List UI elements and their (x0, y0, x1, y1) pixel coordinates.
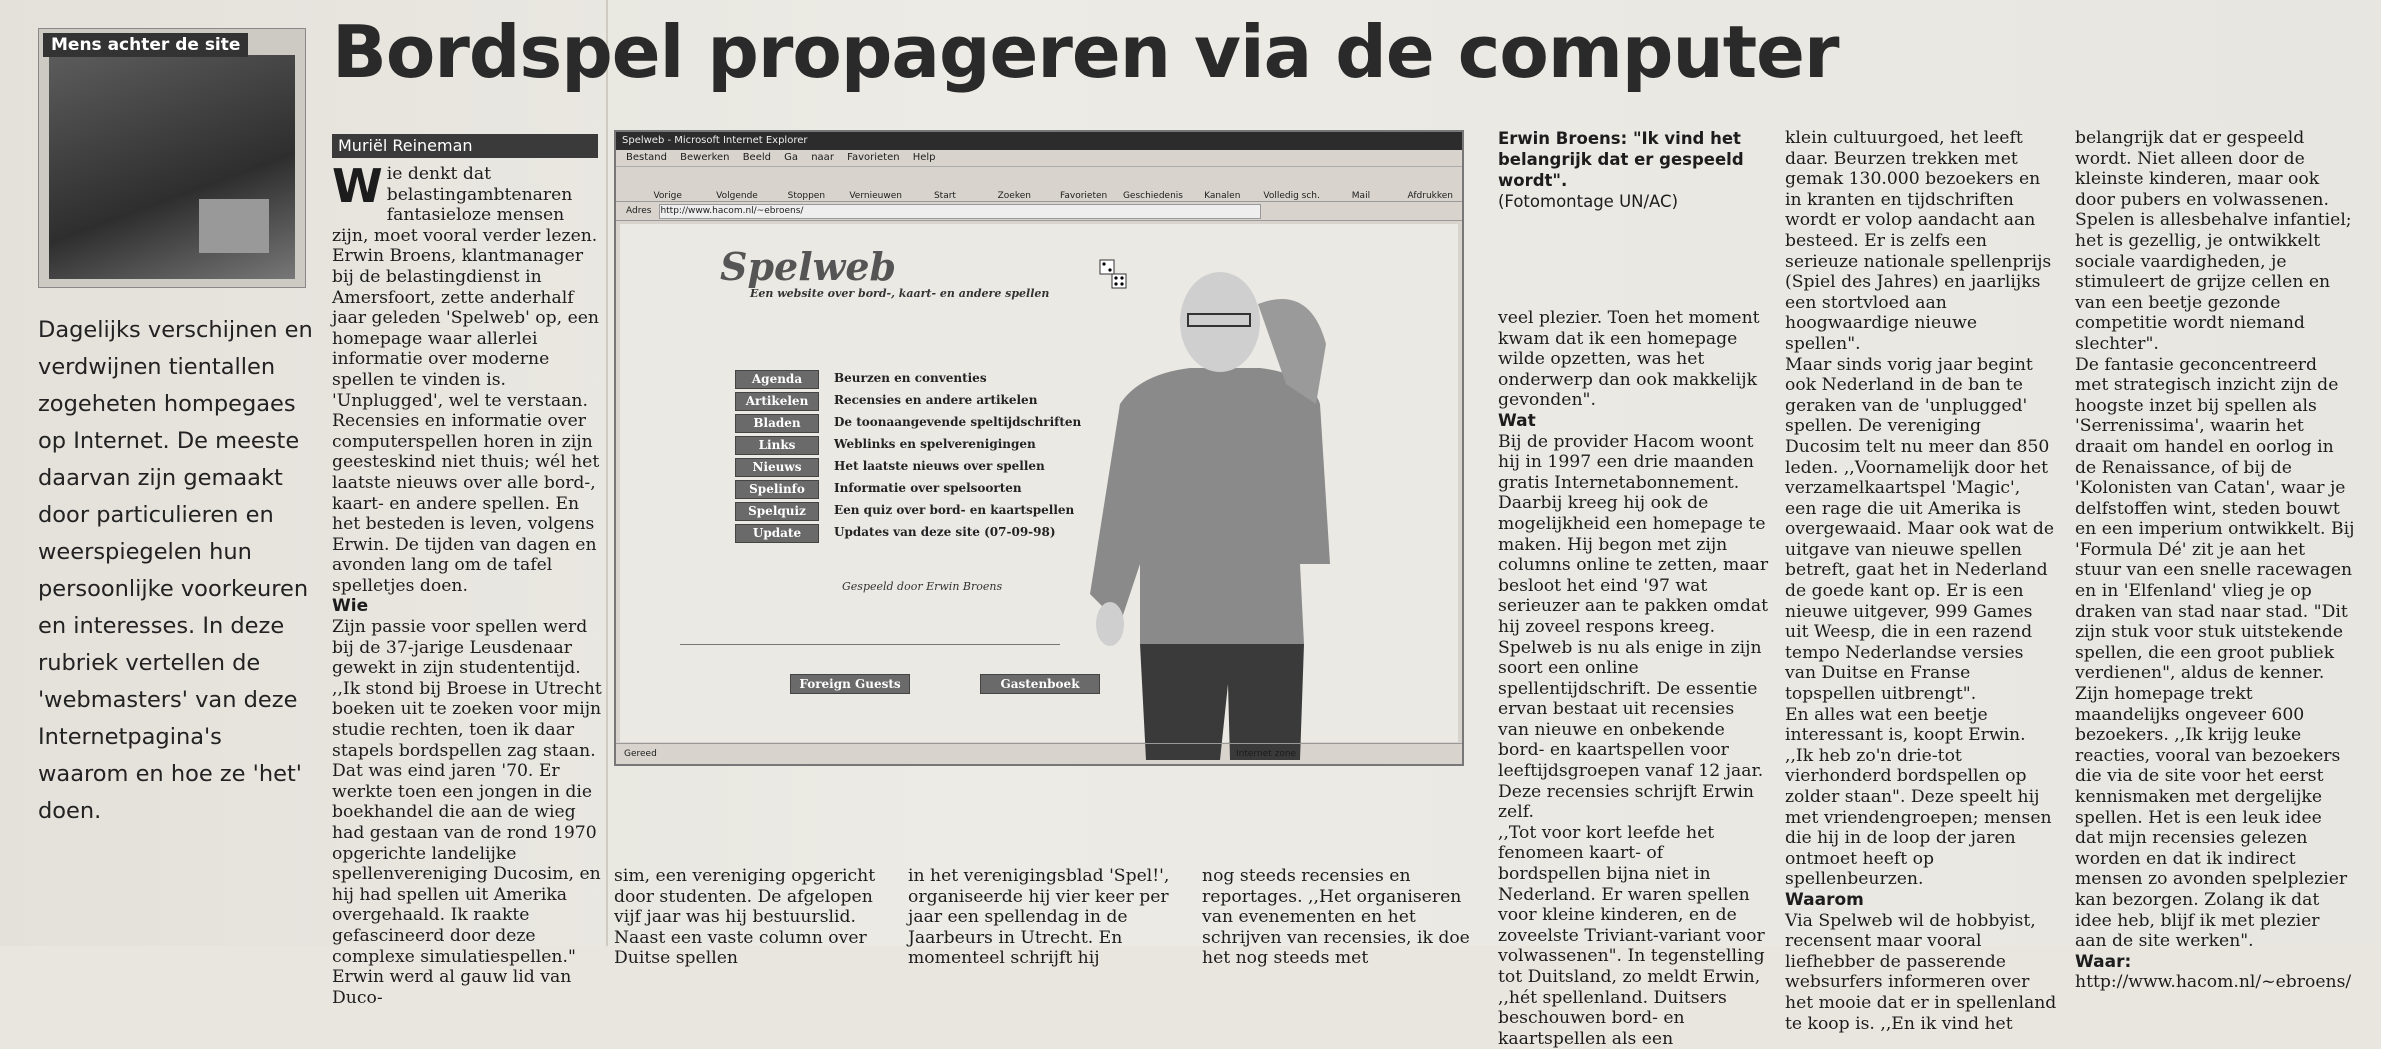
toolbar-print: Afdrukken (1407, 191, 1453, 201)
nav-button-bladen: Bladen (735, 414, 819, 433)
paragraph: Bij de provider Hacom woont hij in 1997 een drie maanden gratis Internetabonnement. Daarbij kreeg hij ook de mogelijkheid een homepage te maken. Hij begon met zijn columns online te zetten, maar besloot het eind '97 wat serieuzer aan te pakken omdat hij zoveel respons kreeg. Spelweb is nu als enige in zijn soort een online spellentijdschrift. De essentie ervan bestaat uit recensies van nieuwe en onbekende bord- en kaartspellen voor leeftijdsgroepen vanaf 12 jaar. Deze recensies schrijft Erwin zelf. (1498, 431, 1769, 823)
paragraph: veel plezier. Toen het moment kwam dat ik een homepage wilde opzetten, was het onderwerp dan ook makkelijk gevonden". (1498, 308, 1760, 411)
paragraph: ie denkt dat belastingambtenaren fantasieloze mensen zijn, moet vooral verder lezen. Erwin Broens, klantmanager bij de belastingdienst in Amersfoort, zette anderhalf jaar geleden 'Spelweb' op, een homepage waar allerlei informatie over moderne spellen te vinden is. 'Unplugged', wel te verstaan. Recensies en informatie over computerspellen horen in zijn geesteskind niet thuis; wél het laatste nieuws over alle bord-, kaart- en andere spellen. En het besteden is leven, volgens Erwin. De tijden van dagen en avonden lang om de tafel spelletjes doen. (332, 164, 600, 596)
nav-button-spelinfo: Spelinfo (735, 480, 819, 499)
toolbar-home: Start (933, 191, 956, 201)
article-column-5 (2075, 128, 2355, 993)
article-bottom-column-3 (1202, 866, 1482, 969)
article-column-1 (332, 159, 604, 1008)
nav-button-links: Links (735, 436, 819, 455)
nav-text: Weblinks en spelverenigingen (834, 437, 1036, 451)
toolbar-mail: Mail (1351, 191, 1371, 201)
nav-text: Beurzen en conventies (834, 371, 987, 385)
nav-button-update: Update (735, 524, 819, 543)
address-bar (616, 202, 1462, 221)
paragraph: Zijn homepage trekt maandelijks ongeveer 600 bezoekers. ,,Ik krijg leuke reacties, vooral van bezoekers die via de site voor het eerst kennismaken met dergelijke spellen. Het is een leuk idee dat mijn recensies gelezen worden en dat ik indirect mensen zo avonden spelplezier kan bezorgen. Zolang ik dat idee heb, blijf ik met plezier aan de site werken". (2075, 684, 2348, 952)
nav-button-agenda: Agenda (735, 370, 819, 389)
page-fold (606, 0, 608, 946)
browser-toolbar (616, 167, 1462, 202)
browser-viewport (620, 224, 1458, 742)
photo-caption (1498, 128, 1760, 212)
divider (680, 644, 1060, 645)
nav-text: Een quiz over bord- en kaartspellen (834, 503, 1075, 517)
toolbar-fullscreen: Volledig sch. (1263, 191, 1320, 201)
paragraph: Zijn passie voor spellen werd bij de 37-jarige Leusdenaar gewekt in zijn studententijd. ,,Ik stond bij Broese in Utrecht boeken uit te zoeken voor mijn studie rechten, toen ik daar stapels bordspellen zag staan. Dat was eind jaren '70. Er werkte toen een jongen in die boekhandel die aan de wieg had gestaan van de rond 1970 opgerichte landelijke spellenvereniging Ducosim, en hij had spellen uit Amerika overgehaald. Ik raakte gefascineerd door deze complexe simulatiespellen." (332, 617, 602, 967)
toolbar-refresh: Vernieuwen (849, 191, 902, 201)
monitor-photo-inset (199, 199, 269, 253)
subheading: Wie (332, 596, 369, 617)
toolbar-back: Vorige (653, 191, 682, 201)
signature: Gespeeld door Erwin Broens (842, 580, 1003, 593)
nav-button-artikelen: Artikelen (735, 392, 819, 411)
nav-button-nieuws: Nieuws (735, 458, 819, 477)
toolbar-channels: Kanalen (1204, 191, 1241, 201)
paragraph: Maar sinds vorig jaar begint ook Nederland in de ban te geraken van de 'unplugged' spellen. De vereniging Ducosim telt nu meer dan 850 leden. ,,Voornamelijk door het verzamelkaartspel 'Magic', een rage die uit Amerika is overgewaaid. Maar ook wat de uitgave van nieuwe spellen betreft, gaat het in Nederland de goede kant op. Er is een nieuwe uitgever, 999 Games uit Weesp, die in een razend tempo Nederlandse versies van Duitse en Franse topspellen uitbrengt". (1785, 354, 2055, 705)
foreign-guests-button: Foreign Guests (790, 674, 910, 694)
status-right: Internet zone (1236, 749, 1297, 759)
toolbar-stop: Stoppen (787, 191, 826, 201)
toolbar-search: Zoeken (997, 191, 1031, 201)
browser-menu: Bestand Bewerken Beeld Ga naar Favorieten Help (616, 150, 1462, 167)
toolbar-history: Geschiedenis (1122, 191, 1183, 201)
paragraph: sim, een vereniging opgericht door studenten. De afgelopen vijf jaar was hij bestuurslid. Naast een vaste column over Duitse spellen (614, 866, 876, 969)
paragraph: Via Spelweb wil de hobbyist, recensent maar vooral liefhebber de passerende websurfers informeren over het mooie dat er in spellenland te koop is. ,,En ik vind het (1785, 910, 2057, 1034)
nav-text: Het laatste nieuws over spellen (834, 459, 1045, 473)
feature-label: Mens achter de site (43, 33, 248, 57)
browser-status-bar (616, 743, 1462, 764)
guestbook-button: Gastenboek (980, 674, 1100, 694)
caption-credit: (Fotomontage UN/AC) (1498, 192, 1679, 211)
paragraph: nog steeds recensies en reportages. ,,Het organiseren van evenementen en het schrijven van recensies, ik doe het nog steeds met (1202, 866, 1470, 969)
paragraph: Erwin werd al gauw lid van Duco- (332, 967, 572, 1008)
site-subtitle: Een website over bord-, kaart- en andere spellen (750, 287, 1050, 300)
address-field: http://www.hacom.nl/~ebroens/ (659, 204, 1261, 219)
subheading: Wat (1498, 410, 1536, 431)
nav-button-spelquiz: Spelquiz (735, 502, 819, 521)
article-bottom-column-2 (908, 866, 1188, 969)
nav-text: Informatie over spelsoorten (834, 481, 1022, 495)
address-label: Adres (626, 206, 652, 216)
feature-box (38, 28, 306, 288)
article-column-4 (1785, 128, 2057, 1034)
portrait-figure (1080, 264, 1380, 760)
caption-quote: Erwin Broens: "Ik vind het belangrijk dat er gespeeld wordt". (1498, 129, 1744, 190)
toolbar-forward: Volgende (716, 191, 758, 201)
site-title: Spelweb (720, 244, 897, 289)
status-left: Gereed (624, 749, 657, 759)
nav-text: De toonaangevende speltijdschriften (834, 415, 1082, 429)
browser-title: Spelweb - Microsoft Internet Explorer (616, 132, 1462, 150)
drop-cap: W (332, 159, 383, 213)
paragraph: belangrijk dat er gespeeld wordt. Niet alleen door de kleinste kinderen, maar ook door pubers en volwassenen. Spelen is allesbehalve infantiel; het is gezellig, je ontwikkelt sociale vaardigheden, je stimuleert de grijze cellen en van een beetje gezonde competitie wordt niemand slechter". (2075, 128, 2352, 354)
paragraph: in het verenigingsblad 'Spel!', organiseerde hij vier keer per jaar een spellendag in de Jaarbeurs in Utrecht. En momenteel schrijft hij (908, 866, 1170, 969)
paragraph: De fantasie geconcentreerd met strategisch inzicht zijn de hoogste inzet bij spellen als 'Serrenissima', waarin het draait om handel en oorlog in de Renaissance, of bij de 'Kolonisten van Catan', waar je delfstoffen wint, steden bouwt en een imperium ontwikkelt. Bij 'Formula Dé' zit je aan het stuur van een snelle racewagen en in 'Elfenland' vlieg je op draken van stad naar stad. "Dit zijn stuk voor stuk uitstekende spellen, die een groot publiek verdienen", aldus de kenner. (2075, 354, 2355, 684)
toolbar-favorites: Favorieten (1060, 191, 1108, 201)
paragraph: klein cultuurgoed, het leeft daar. Beurzen trekken met gemak 130.000 bezoekers en in kranten en tijdschriften wordt er volop aandacht aan besteed. Er is zelfs een serieuze nationale spellenprijs (Spiel des Jahres) en jaarlijks een stortvloed aan hoogwaardige nieuwe spellen". (1785, 128, 2052, 354)
browser-screenshot (614, 130, 1464, 766)
nav-text: Updates van deze site (07-09-98) (834, 525, 1056, 539)
nav-text: Recensies en andere artikelen (834, 393, 1038, 407)
paragraph: ,,Tot voor kort leefde het fenomeen kaart- of bordspellen bijna niet in Nederland. Er waren spellen voor kleine kinderen, en de zoveelste Triviant-variant voor volwassenen". In tegenstelling tot Duitsland, zo meldt Erwin, ,,hét spellenland. Duitsers beschouwen bord- en kaartspellen als een (1498, 822, 1765, 1049)
subheading: Waarom (1785, 889, 1864, 910)
author-byline: Muriël Reineman (332, 134, 598, 158)
article-bottom-column-1 (614, 866, 894, 969)
intro-text: Dagelijks verschijnen en verdwijnen tientallen zogeheten hompegaes op Internet. De meeste daarvan zijn gemaakt door particulieren en weerspiegelen hun persoonlijke voorkeuren en interesses. In deze rubriek vertellen de 'webmasters' van deze Internetpagina's waarom en hoe ze 'het' doen. (38, 317, 313, 824)
url-text: http://www.hacom.nl/~ebroens/ (2075, 972, 2352, 993)
subheading: Waar: (2075, 951, 2132, 972)
paragraph: En alles wat een beetje interessant is, koopt Erwin. ,,Ik heb zo'n drie-tot vierhonderd bordspellen op zolder staan". Deze speelt hij met vriendengroepen; mensen die hij in de loop der jaren ontmoet heeft op spellenbeurzen. (1785, 704, 2052, 890)
headline: Bordspel propageren via de computer (332, 10, 1839, 94)
article-column-3 (1498, 308, 1770, 1049)
